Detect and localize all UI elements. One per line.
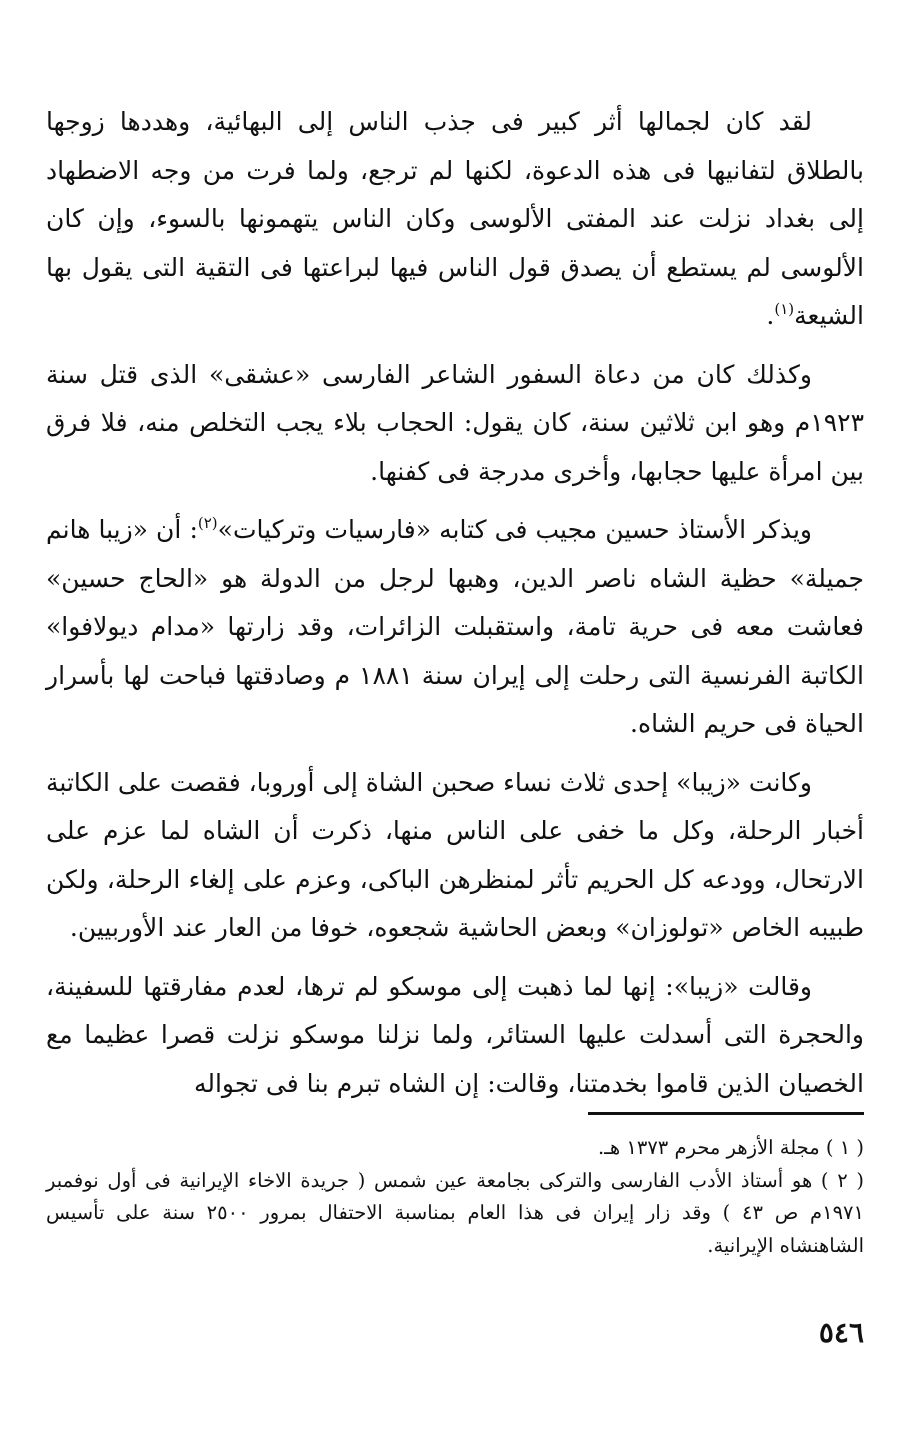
- paragraph-2: [46, 351, 864, 497]
- paragraph-text: ويذكر الأستاذ حسين مجيب فى كتابه «فارسيات وتركيات»: [217, 515, 813, 544]
- footnote-1: ( ١ ) مجلة الأزهر محرم ١٣٧٣ هـ.: [597, 1136, 864, 1159]
- paragraph-text: وكانت «زيبا» إحدى ثلاث نساء صحبن الشاة إلى أوروبا، فقصت على الكاتبة أخبار الرحلة، وكل ما خفى على الناس منها، ذكرت أن الشاه لما عزم على الارتحال، وودعه كل الحريم تأثر لمنظرهن الباكى، وعزم على إلغاء الرحلة، ولكن طبيبه الخاص «تولوزان» وبعض الحاشية شجعوه، خوفا من العار عند الأوربيين.: [46, 767, 864, 942]
- footnote-separator: [588, 1112, 864, 1115]
- paragraph-text: لقد كان لجمالها أثر كبير فى جذب الناس إلى البهائية، وهددها زوجها بالطلاق لتفانيها فى هذه الدعوة، لكنها لم ترجع، ولما فرت من وجه الاضطهاد إلى بغداد نزلت عند المفتى الألوسى وكان الناس يتهمونها بالسوء، وإن كان الألوسى لم يستطع أن يصدق قول الناس فيها لبراعتها فى التقية التى يقول بها الشيعة: [46, 107, 864, 330]
- paragraph-3: [46, 506, 864, 749]
- paragraph-1: [46, 98, 864, 341]
- paragraph-tail: .: [766, 301, 775, 330]
- paragraph-5: [46, 963, 864, 1109]
- paragraph-tail: : أن «زيبا هانم جميلة» حظية الشاه ناصر الدين، وهبها لرجل من الدولة هو «الحاج حسين» فعاشت معه فى حرية تامة، واستقبلت الزائرات، وقد زارتها «مدام ديولافوا» الكاتبة الفرنسية التى رحلت إلى إيران سنة ١٨٨١ م وصادقتها فباحت لها بأسرار الحياة فى حريم الشاه.: [46, 515, 864, 738]
- paragraph-4: [46, 759, 864, 953]
- paragraph-text: وقالت «زيبا»: إنها لما ذهبت إلى موسكو لم ترها، لعدم مفارقتها للسفينة، والحجرة التى أسدلت عليها الستائر، ولما نزلنا موسكو نزلت قصرا عظيما مع الخصيان الذين قاموا بخدمتنا، وقالت: إن الشاه تبرم بنا فى تجواله: [46, 971, 864, 1098]
- footnotes: [46, 1132, 864, 1262]
- main-text: [46, 98, 864, 1118]
- footnote-reference-1[interactable]: (١): [774, 300, 795, 318]
- footnote-reference-2[interactable]: (٢): [197, 514, 218, 532]
- footnote-2: ( ٢ ) هو أستاذ الأدب الفارسى والتركى بجامعة عين شمس ( جريدة الاخاء الإيرانية فى أول نوفمبر ١٩٧١م ص ٤٣ ) وقد زار إيران فى هذا العام بمناسبة الاحتفال بمرور ٢٥٠٠ سنة على تأسيس الشاهنشاه الإيرانية.: [46, 1168, 864, 1257]
- paragraph-text: وكذلك كان من دعاة السفور الشاعر الفارسى «عشقى» الذى قتل سنة ١٩٢٣م وهو ابن ثلاثين سنة، كان يقول: الحجاب بلاء يجب التخلص منه، فلا فرق بين امرأة عليها حجابها، وأخرى مدرجة فى كفنها.: [46, 359, 864, 486]
- page-number: ٥٤٦: [818, 1316, 864, 1349]
